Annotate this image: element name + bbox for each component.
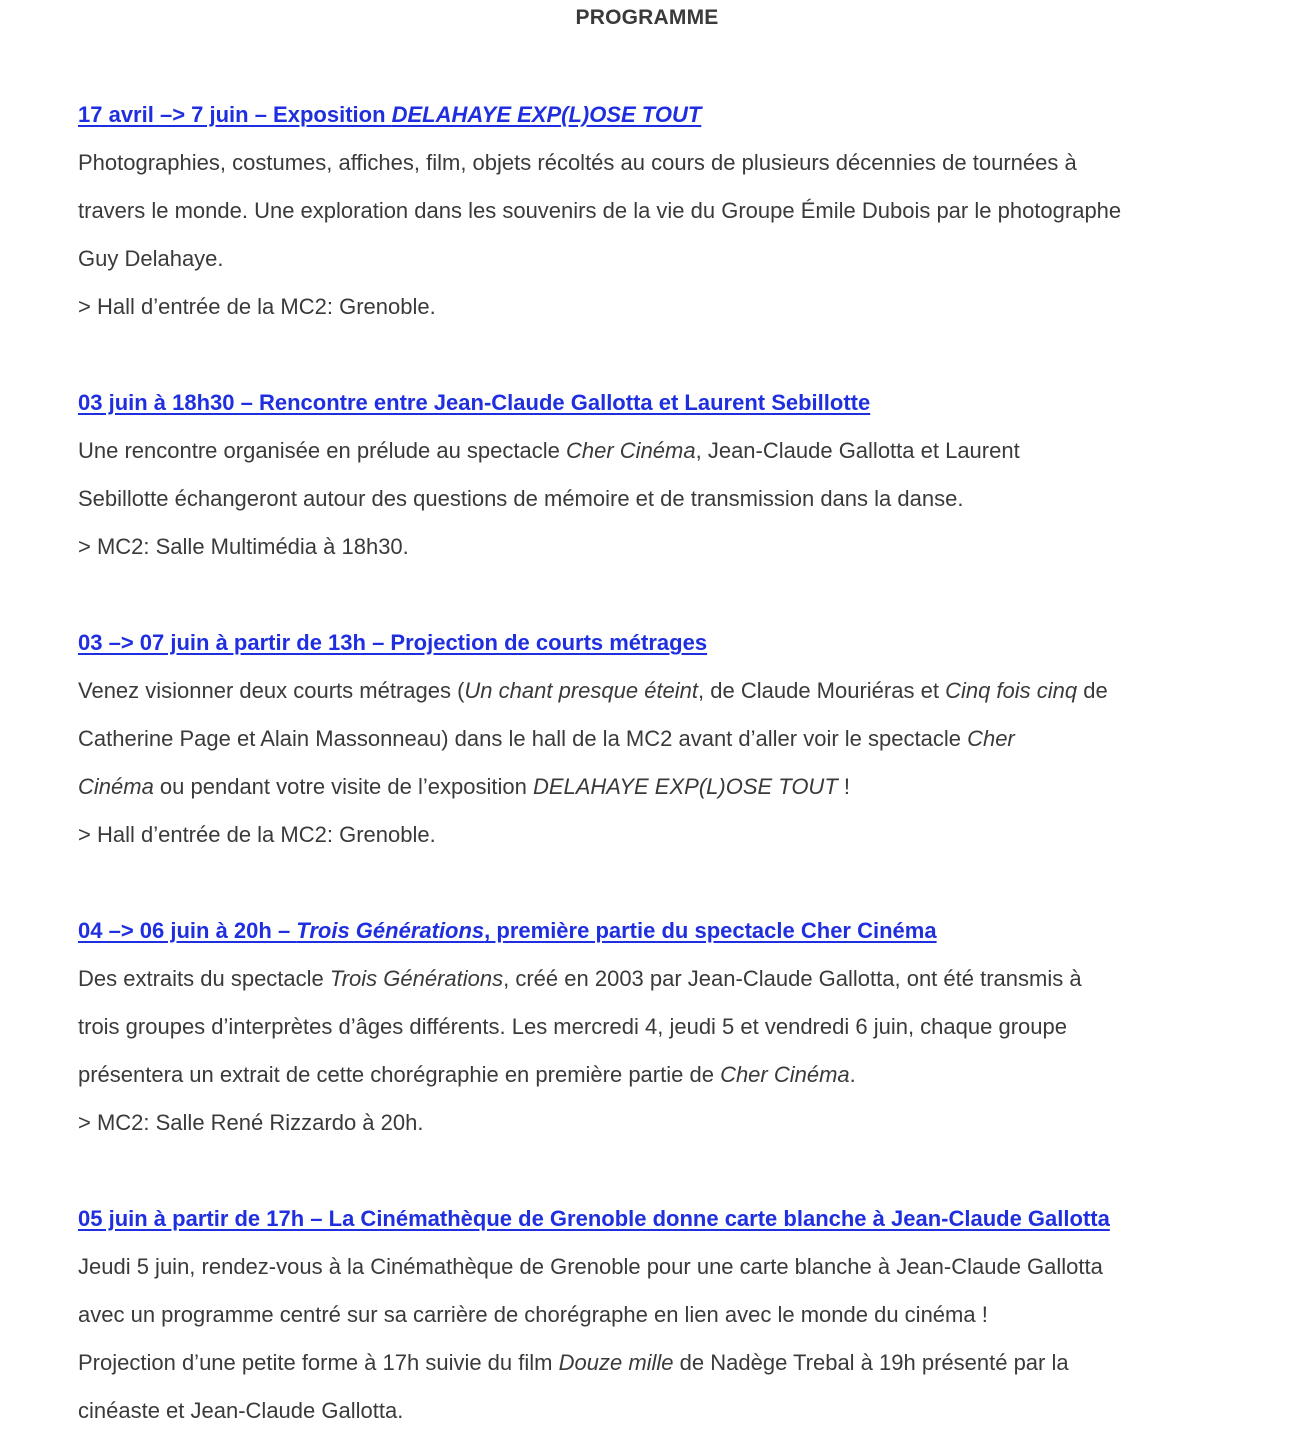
text-run: Cher Cinéma	[720, 1062, 850, 1087]
text-run: > MC2: Salle Multimédia à 18h30.	[78, 534, 409, 559]
event-text-line	[78, 235, 1228, 283]
text-run: Douze mille	[558, 1350, 674, 1375]
event-text-line	[78, 1291, 1228, 1339]
text-run: > Hall d’entrée de la MC2: Grenoble.	[78, 294, 436, 319]
text-run: cinéaste et Jean-Claude Gallotta.	[78, 1398, 404, 1423]
text-run: présentera un extrait de cette chorégraphie en première partie de	[78, 1062, 721, 1087]
event-heading-link[interactable]	[78, 91, 701, 139]
text-run: , Jean-Claude Gallotta et Laurent	[695, 438, 1020, 463]
event-location	[78, 811, 1228, 859]
event-heading-link[interactable]	[78, 1195, 1110, 1243]
event-text-line	[78, 763, 1228, 811]
heading-part: 03 juin à 18h30 – Rencontre entre Jean-Claude Gallotta et Laurent Sebillotte	[78, 390, 871, 415]
text-run: Une rencontre organisée en prélude au spectacle	[78, 438, 566, 463]
event-text-line	[78, 475, 1228, 523]
event-text-line	[78, 1339, 1228, 1387]
text-run: de Nadège Trebal à 19h présenté par la	[673, 1350, 1069, 1375]
text-run: avec un programme centré sur sa carrière de chorégraphe en lien avec le monde du cinéma !	[78, 1302, 988, 1327]
text-run: Cher	[967, 726, 1015, 751]
text-run: Catherine Page et Alain Massonneau) dans le hall de la MC2 avant d’aller voir le spectacle	[78, 726, 968, 751]
text-run: Cher Cinéma	[566, 438, 696, 463]
heading-part: Trois Générations	[296, 918, 485, 943]
text-run: DELAHAYE EXP(L)OSE TOUT	[532, 774, 838, 799]
event-heading-link[interactable]	[78, 619, 707, 667]
text-run: Cinq fois cinq	[945, 678, 1078, 703]
event-block	[78, 1195, 1228, 1435]
event-text-line	[78, 715, 1228, 763]
event-heading-link[interactable]	[78, 907, 937, 955]
heading-part: 03 –> 07 juin à partir de 13h – Projection de courts métrages	[78, 630, 708, 655]
text-run: , de Claude Mouriéras et	[698, 678, 946, 703]
text-run: de	[1077, 678, 1108, 703]
event-text-line	[78, 1243, 1228, 1291]
text-run: Photographies, costumes, affiches, film, objets récoltés au cours de plusieurs décennies de tournées à	[78, 150, 1077, 175]
text-run: Trois Générations	[329, 966, 504, 991]
text-run: > MC2: Salle René Rizzardo à 20h.	[78, 1110, 424, 1135]
text-run: !	[837, 774, 850, 799]
event-location	[78, 1099, 1228, 1147]
event-block	[78, 91, 1228, 331]
event-text-line	[78, 187, 1228, 235]
text-run: travers le monde. Une exploration dans les souvenirs de la vie du Groupe Émile Dubois par le photographe	[78, 198, 1122, 223]
text-run: Cinéma	[78, 774, 154, 799]
event-text-line	[78, 667, 1228, 715]
text-run: ou pendant votre visite de l’exposition	[153, 774, 533, 799]
text-run: Des extraits du spectacle	[78, 966, 330, 991]
event-text-line	[78, 1051, 1228, 1099]
event-block	[78, 619, 1228, 859]
heading-part: 17 avril –> 7 juin – Exposition	[78, 102, 392, 127]
text-run: Projection d’une petite forme à 17h suivie du film	[78, 1350, 559, 1375]
heading-part: 05 juin à partir de 17h – La Cinémathèque de Grenoble donne carte blanche à Jean-Claude Gallotta	[78, 1206, 1110, 1231]
text-run: trois groupes d’interprètes d’âges différents. Les mercredi 4, jeudi 5 et vendredi 6 juin, chaque groupe	[78, 1014, 1067, 1039]
text-run: Jeudi 5 juin, rendez-vous à la Cinémathèque de Grenoble pour une carte blanche à Jean-Claude Gallotta	[78, 1254, 1103, 1279]
event-text-line	[78, 427, 1228, 475]
heading-part: 04 –> 06 juin à 20h –	[78, 918, 297, 943]
text-run: .	[849, 1062, 856, 1087]
event-block	[78, 907, 1228, 1147]
text-run: Guy Delahaye.	[78, 246, 224, 271]
event-text-line	[78, 1387, 1228, 1435]
event-text-line	[78, 1003, 1228, 1051]
event-location	[78, 523, 1228, 571]
text-run: > Hall d’entrée de la MC2: Grenoble.	[78, 822, 436, 847]
text-run: Un chant presque éteint	[464, 678, 699, 703]
text-run: Sebillotte échangeront autour des questions de mémoire et de transmission dans la danse.	[78, 486, 964, 511]
page-title: PROGRAMME	[575, 6, 719, 29]
event-heading-link[interactable]	[78, 379, 870, 427]
event-block	[78, 379, 1228, 571]
event-location	[78, 283, 1228, 331]
text-run: Venez visionner deux courts métrages (	[78, 678, 465, 703]
event-text-line	[78, 139, 1228, 187]
heading-part: DELAHAYE EXP(L)OSE TOUT	[391, 102, 702, 127]
text-run: , créé en 2003 par Jean-Claude Gallotta, ont été transmis à	[503, 966, 1082, 991]
event-text-line	[78, 955, 1228, 1003]
heading-part: , première partie du spectacle Cher Cinéma	[484, 918, 937, 943]
